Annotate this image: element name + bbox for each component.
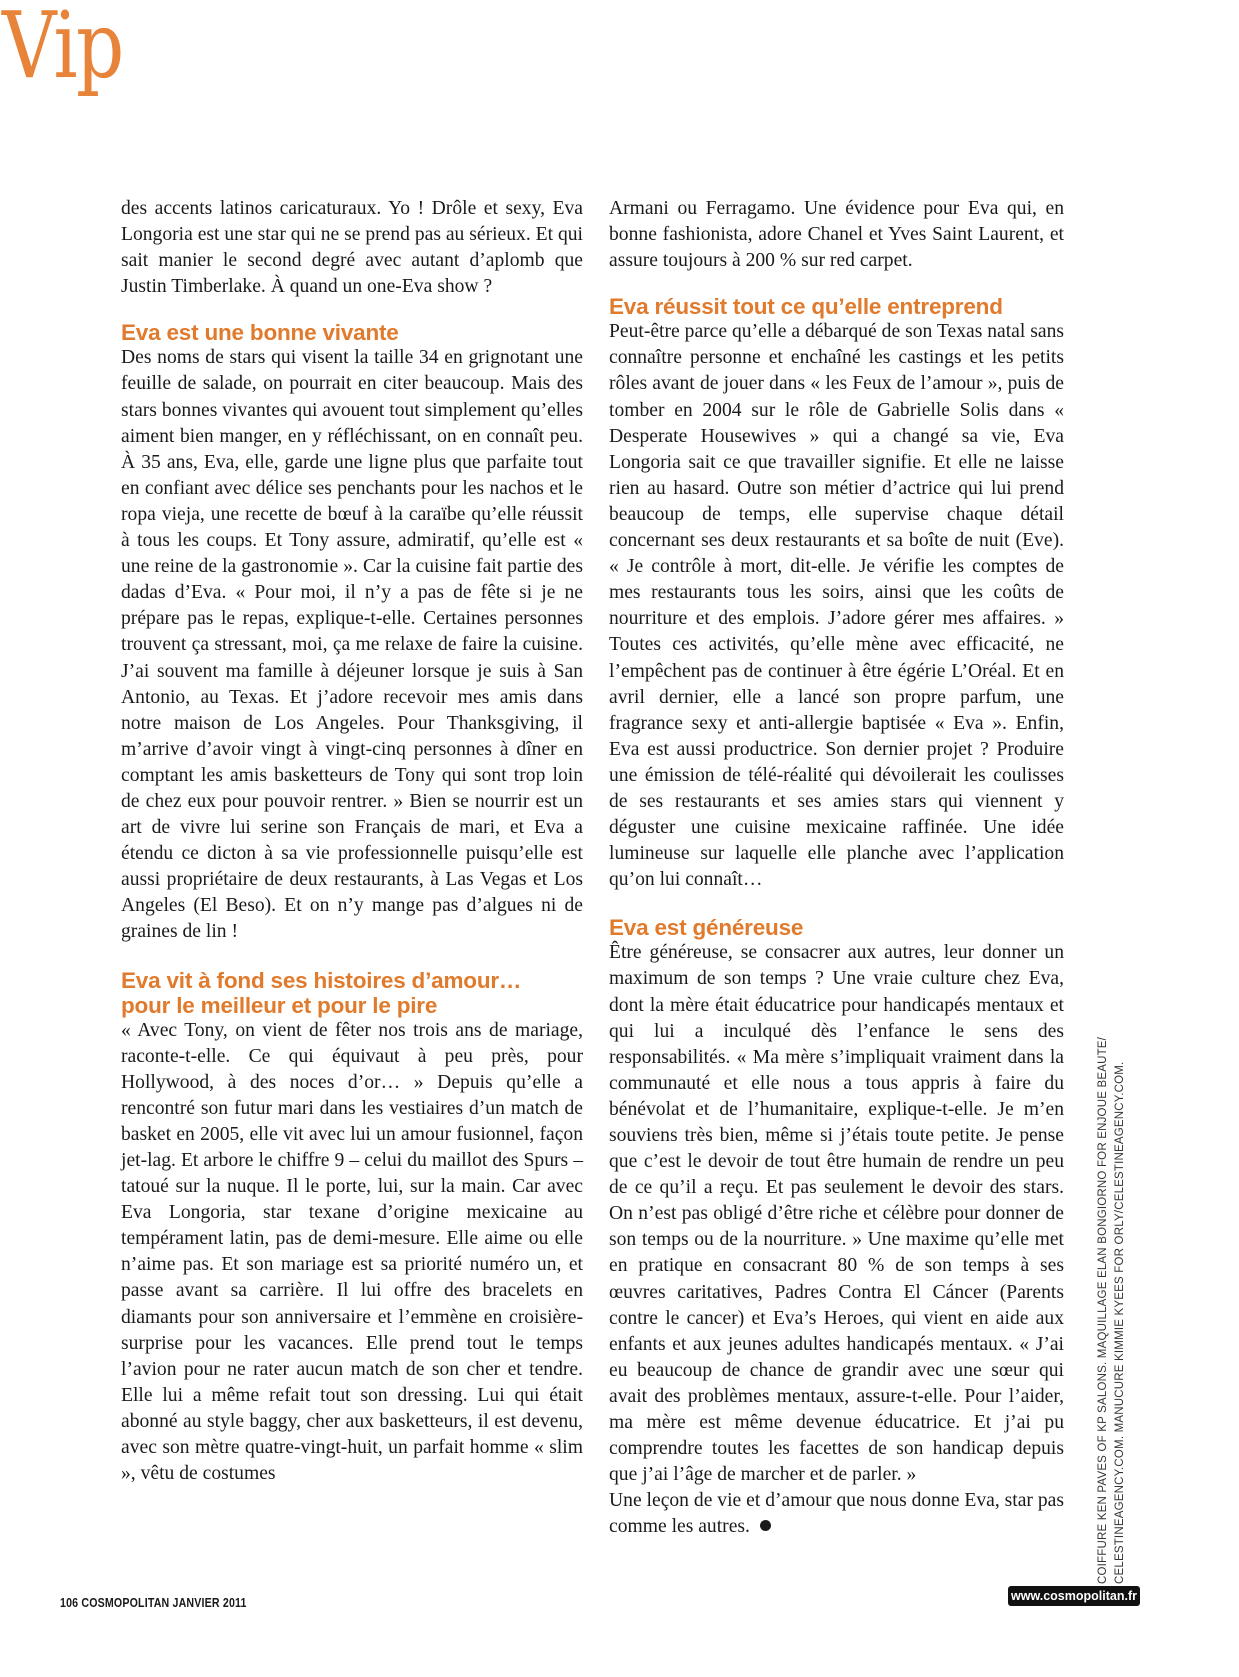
closing-text: Une leçon de vie et d’amour que nous donne Eva, star pas comme les autres. [609,1490,1064,1538]
credits-line-1: COIFFURE KEN PAVES OF KP SALONS. MAQUILLAGE ELAN BONGIORNO FOR ENJOUE BEAUTE/ [1097,1036,1109,1584]
website-badge: www.cosmopolitan.fr [1008,1586,1140,1606]
heading-genereuse: Eva est généreuse [609,915,804,941]
paragraph-bonne-vivante: Des noms de stars qui visent la taille 34 en grignotant une feuille de salade, on pourrait en citer beaucoup. Mais des stars bonnes vivantes qui avouent tout simplement qu’elles aiment bien manger, en y réfléchissant, on en connaît peu. À 35 ans, Eva, elle, garde une ligne plus que parfaite tout en confiant avec délice ses penchants pour les nachos et le ropa vieja, une recette de bœuf à la caraïbe qu’elle réussit à tous les coups. Et Tony assure, admiratif, qu’elle est « une reine de la gastronomie ». Car la cuisine fait partie des dadas d’Eva. « Pour moi, il n’y a pas de fête si je ne prépare pas le repas, explique-t-elle. Certaines personnes trouvent ça stressant, moi, ça me relaxe de faire la cuisine. J’ai souvent ma famille à déjeuner lorsque je suis à San Antonio, au Texas. Et j’adore recevoir mes amis dans notre maison de Los Angeles. Pour Thanksgiving, il m’arrive d’avoir vingt à vingt-cinq personnes à dîner en comptant les amis basketteurs de Tony qui sont trop loin de chez eux pour pouvoir rentrer. » Bien se nourrir est un art de vivre lui serine son Français de mari, et Eva a étendu ce dicton à sa vie professionnelle puisqu’elle est aussi propriétaire de deux restaurants, à Las Vegas et Los Angeles (El Beso). Et on n’y mange pas d’algues ni de graines de lin ! [121,347,584,943]
end-mark-icon [760,1520,771,1531]
heading-bonne-vivante: Eva est une bonne vivante [121,320,399,346]
paragraph-reussit-tout: Peut-être parce qu’elle a débarqué de son Texas natal sans connaître personne et enchaîné les castings et les petits rôles avant de jouer dans « les Feux de l’amour », puis de tomber en 2004 sur le rôle de Gabrielle Solis dans « Desperate Housewives » qui a changé sa vie, Eva Longoria sait ce que travailler signifie. Et elle ne laisse rien au hasard. Outre son métier d’actrice qui lui prend beaucoup de temps, elle supervise chaque détail concernant ses deux restaurants et sa boîte de nuit (Eve). « Je contrôle à mort, dit-elle. Je vérifie les comptes de mes restaurants tous les soirs, ainsi que les coûts de nourriture et des emplois. J’adore gérer mes affaires. » Toutes ces activités, qu’elle mène avec efficacité, ne l’empêchent pas de continuer à être égérie L’Oréal. Et en avril dernier, elle a lancé son propre parfum, une fragrance sexy et anti-allergie baptisée « Eva ». Enfin, Eva est aussi productrice. Son dernier projet ? Produire une émission de télé-réalité qui dévoilerait les coulisses de ses restaurants et ses amies stars qui viennent y déguster une cuisine mexicaine raffinée. Une idée lumineuse sur laquelle elle planche avec l’application qu’on lui connaît… [609,321,1064,891]
left-column [121,196,583,1487]
heading-histoires-amour-line-2: pour le meilleur et pour le pire [121,992,438,1018]
photo-credits [1095,1036,1139,1584]
credits-line-2: CELESTINEAGENCY.COM. MANUCURE KIMMIE KYEES FOR ORLY/CELESTINEAGENCY.COM. [1114,1061,1126,1584]
right-column [609,196,1064,1541]
intro-paragraph: des accents latinos caricaturaux. Yo ! Drôle et sexy, Eva Longoria est une star qui ne se prend pas au sérieux. Et qui sait manier le second degré avec autant d’aplomb que Justin Timberlake. À quand un one-Eva show ? [121,198,583,298]
closing-paragraph [609,1488,1064,1540]
page-folio: 106 COSMOPOLITAN JANVIER 2011 [60,1596,247,1610]
paragraph-genereuse: Être généreuse, se consacrer aux autres, leur donner un maximum de son temps ? Une vraie culture chez Eva, dont la mère était éducatrice pour handicapés mentaux et qui lui a inculqué dès l’enfance le sens des responsabilités. « Ma mère s’impliquait vraiment dans la communauté et elle nous a tous appris à faire du bénévolat et de l’humanitaire, explique-t-elle. Je m’en souviens très bien, même si j’étais toute petite. Je pense que c’est le devoir de tout être humain de rendre un peu de ce qu’il a reçu. Et pas seulement le devoir des stars. On n’est pas obligé d’être riche et célèbre pour donner de son temps ou de la nourriture. » Une maxime qu’elle met en pratique en consacrant 80 % de son temps à ses œuvres caritatives, Padres Contra El Cáncer (Parents contre le cancer) et Eva’s Heroes, qui vient en aide aux enfants et aux jeunes adultes handicapés mentaux. « J’ai eu beaucoup de chance de grandir avec une sœur qui avait des problèmes mentaux, assure-t-elle. Pour l’aider, ma mère est même devenue éducatrice. Et j’ai pu comprendre toutes les facettes de son handicap depuis que j’ai l’âge de marcher et de parler. » [609,942,1064,1486]
continued-paragraph: Armani ou Ferragamo. Une évidence pour Eva qui, en bonne fashionista, adore Chanel et Yves Saint Laurent, et assure toujours à 200 % sur red carpet. [609,198,1064,272]
heading-histoires-amour-line-1: Eva vit à fond ses histoires d’amour… [121,967,522,993]
heading-reussit-tout: Eva réussit tout ce qu’elle entreprend [609,294,1003,320]
section-rubric: Vip [2,0,123,99]
heading-histoires-amour [121,968,583,1018]
paragraph-histoires-amour: « Avec Tony, on vient de fêter nos trois ans de mariage, raconte-t-elle. Ce qui équivaut à peu près, pour Hollywood, à des noces d’or… » Depuis qu’elle a rencontré son futur mari dans les vestiaires d’un match de basket en 2005, elle vit avec lui un amour fusionnel, façon jet-lag. Et arbore le chiffre 9 – celui du maillot des Spurs – tatoué sur la nuque. Il le porte, lui, sur la main. Car avec Eva Longoria, star texane d’origine mexicaine au tempérament latin, pas de demi-mesure. Elle aime ou elle n’aime pas. Et son mariage est sa priorité numéro un, et passe avant sa carrière. Il lui offre des bracelets en diamants pour son anniversaire et l’emmène en croisière-surprise pour les vacances. Elle prend tout le temps l’avion pour ne rater aucun match de son cher et tendre. Elle lui a même refait tout son dressing. Lui qui était abonné au style baggy, cher aux basketteurs, il est devenu, avec son mètre quatre-vingt-huit, un parfait homme « slim », vêtu de costumes [121,1019,583,1485]
